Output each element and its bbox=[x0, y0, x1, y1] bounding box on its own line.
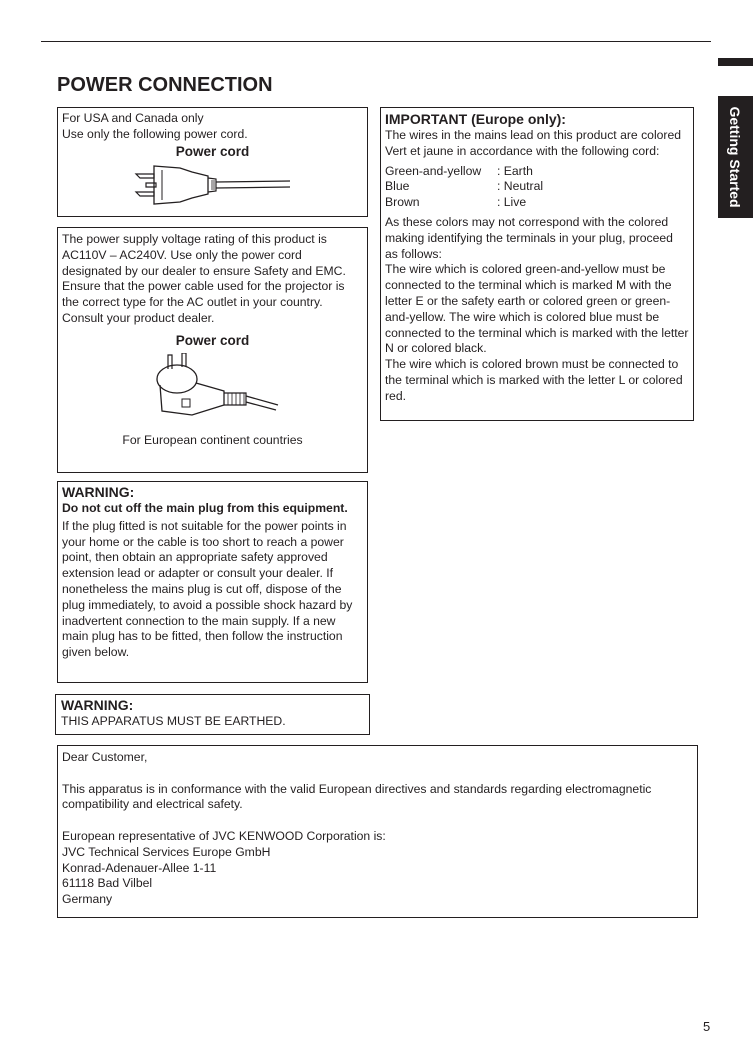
customer-rep-intro: European representative of JVC KENWOOD Corporation is: bbox=[62, 828, 386, 843]
usa-line1: For USA and Canada only bbox=[62, 111, 204, 125]
top-rule bbox=[41, 41, 711, 42]
important-heading: IMPORTANT (Europe only): bbox=[385, 111, 566, 127]
side-tab-label: Getting Started bbox=[727, 106, 743, 208]
side-tab-marker bbox=[718, 58, 753, 66]
usa-cord-label: Power cord bbox=[175, 143, 250, 159]
wire-meaning: : Neutral bbox=[497, 179, 544, 194]
warning-earth-text: THIS APPARATUS MUST BE EARTHED. bbox=[61, 714, 286, 728]
address-line: 61118 Bad Vilbel bbox=[62, 876, 153, 891]
us-plug-illustration bbox=[132, 162, 292, 208]
important-para1: As these colors may not correspond with the colored making identifying the terminals in your plug, proceed as follows: bbox=[385, 214, 673, 261]
wire-meaning: : Live bbox=[497, 195, 527, 210]
page-number: 5 bbox=[703, 1019, 711, 1034]
warning-earth-heading: WARNING: bbox=[61, 697, 134, 713]
wire-color: Green-and-yellow bbox=[385, 163, 482, 178]
customer-conformance: This apparatus is in conformance with the valid European directives and standards regarding electromagnetic compatibility and electrical safety. bbox=[62, 781, 652, 812]
eu-cord-label: Power cord bbox=[175, 332, 250, 348]
wire-color-list bbox=[385, 164, 689, 211]
usa-line2: Use only the following power cord. bbox=[62, 126, 248, 141]
wire-meaning: : Earth bbox=[497, 163, 533, 178]
important-para2: The wire which is colored green-and-yellow must be connected to the terminal which is marked M with the letter E or the safety earth or colored green or green-and-yellow. The wire which is colored blue must be connected to the terminal which is marked with the letter N or colored black. bbox=[385, 262, 689, 356]
page-title: POWER CONNECTION bbox=[57, 74, 273, 96]
wire-color: Brown bbox=[385, 195, 420, 210]
customer-greeting: Dear Customer, bbox=[62, 750, 148, 764]
wire-row bbox=[385, 179, 689, 195]
eu-plug-illustration bbox=[152, 353, 282, 425]
warning-earth-box bbox=[55, 694, 370, 735]
eu-cord-text: The power supply voltage rating of this product is AC110V – AC240V. Use only the power cord designated by our dealer to ensure Safety and EMC. Ensure that the power cable used for the projector is the correct type for the AC outlet in your country. Consult your product dealer. bbox=[62, 232, 346, 325]
warning-plug-box bbox=[57, 481, 368, 683]
wire-row bbox=[385, 164, 689, 180]
eu-power-cord-box bbox=[57, 227, 368, 473]
wire-color: Blue bbox=[385, 179, 410, 194]
important-para3: The wire which is colored brown must be connected to the terminal which is marked with the letter L or colored red. bbox=[385, 357, 683, 403]
important-europe-box bbox=[380, 107, 694, 421]
address-line: Germany bbox=[62, 892, 113, 907]
warning-plug-subheading: Do not cut off the main plug from this equipment. bbox=[62, 501, 348, 515]
important-intro: The wires in the mains lead on this product are colored Vert et jaune in accordance with the following cord: bbox=[385, 128, 682, 158]
warning-plug-text: If the plug fitted is not suitable for the power points in your home or the cable is too short to reach a power point, then obtain an appropriate safety approved extension lead or adapter or consult your dealer. If nonetheless the mains plug is cut off, dispose of the plug immediately, to avoid a possible shock hazard by inadvertent connection to the main supply. If a new main plug has to be fitted, then follow the instruction given below. bbox=[62, 518, 353, 660]
warning-plug-heading: WARNING: bbox=[62, 484, 135, 500]
address-line: Konrad-Adenauer-Allee 1-11 bbox=[62, 860, 217, 875]
eu-cord-caption: For European continent countries bbox=[122, 432, 303, 447]
side-tab bbox=[718, 96, 753, 218]
address-line: JVC Technical Services Europe GmbH bbox=[62, 844, 271, 859]
customer-notice-box bbox=[57, 745, 698, 918]
wire-row bbox=[385, 195, 689, 211]
usa-canada-box bbox=[57, 107, 368, 217]
